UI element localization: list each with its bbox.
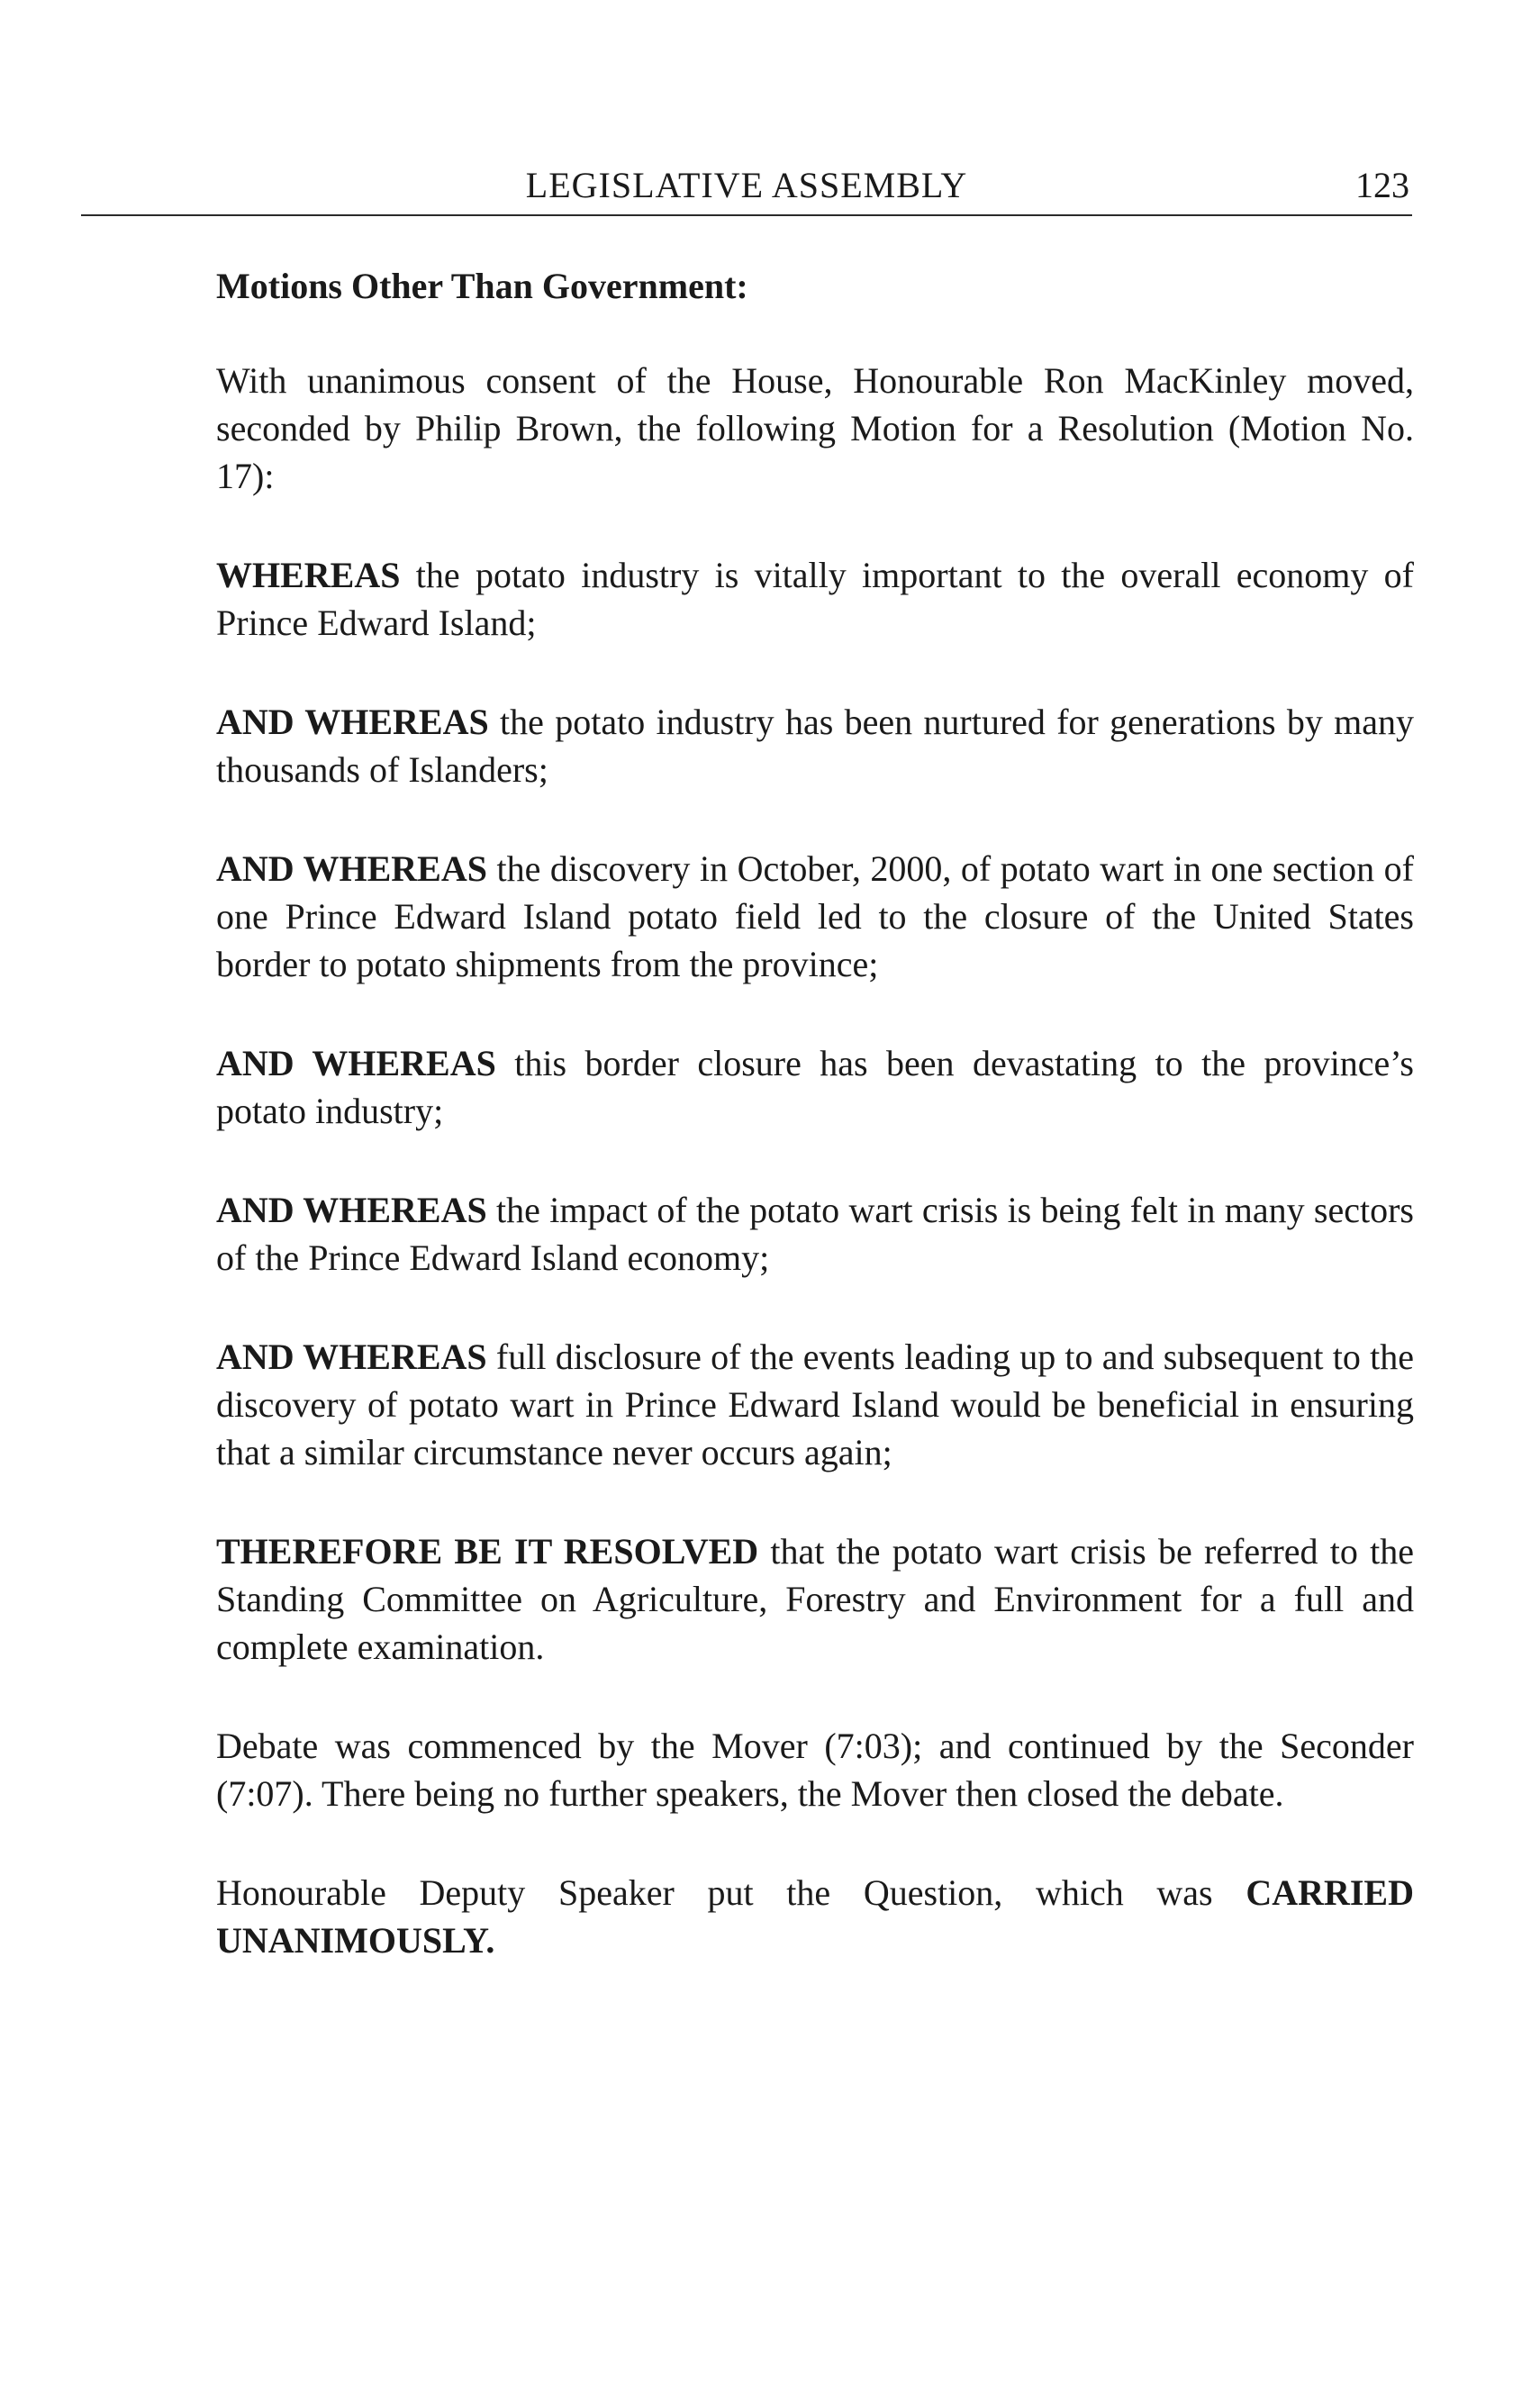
clause-lead: THEREFORE BE IT RESOLVED: [216, 1531, 759, 1572]
section-heading: Motions Other Than Government:: [216, 266, 748, 306]
clause-text: this border closure has been devastating to the province’s potato industry;: [216, 1043, 1414, 1131]
clause-lead: AND WHEREAS: [216, 702, 489, 742]
whereas-clause-4: [216, 1039, 1414, 1135]
whereas-clause-1: [216, 551, 1414, 647]
whereas-clause-2: [216, 698, 1414, 793]
whereas-clause-5: [216, 1186, 1414, 1282]
header-title: LEGISLATIVE ASSEMBLY: [525, 165, 968, 205]
clause-lead: AND WHEREAS: [216, 1336, 487, 1377]
clause-text: the potato industry is vitally important to the overall economy of Prince Edward Island;: [216, 555, 1414, 643]
clause-lead: AND WHEREAS: [216, 1043, 496, 1083]
clause-lead: WHEREAS: [216, 555, 401, 595]
intro-paragraph: With unanimous consent of the House, Honourable Ron MacKinley moved, seconded by Philip Brown, the following Motion for a Resolution (Motion No. 17):: [216, 360, 1414, 496]
clause-text: the potato industry has been nurtured for generations by many thousands of Islanders;: [216, 702, 1414, 790]
resolved-clause: [216, 1527, 1414, 1671]
whereas-clause-6: [216, 1333, 1414, 1476]
running-header: [81, 164, 1412, 216]
whereas-clause-3: [216, 845, 1414, 988]
clause-text: the discovery in October, 2000, of potato wart in one section of one Prince Edward Island potato field led to the closure of the United States border to potato shipments from the province;: [216, 848, 1414, 984]
clause-lead: AND WHEREAS: [216, 1190, 487, 1230]
document-body: [216, 263, 1414, 2016]
vote-result: CARRIED UNANIMOUSLY.: [216, 1872, 1414, 1961]
clause-text: full disclosure of the events leading up to and subsequent to the discovery of potato wart in Prince Edward Island would be beneficial in ensuring that a similar circumstance never occurs again;: [216, 1336, 1414, 1472]
clause-text: that the potato wart crisis be referred to the Standing Committee on Agriculture, Forestry and Environment for a full and complete examination.: [216, 1531, 1414, 1667]
clause-text: the impact of the potato wart crisis is being felt in many sectors of the Prince Edward Island economy;: [216, 1190, 1414, 1278]
question-text: Honourable Deputy Speaker put the Question, which was: [216, 1872, 1246, 1913]
page-number: 123: [1355, 165, 1409, 205]
clause-lead: AND WHEREAS: [216, 848, 487, 889]
debate-paragraph: Debate was commenced by the Mover (7:03); and continued by the Seconder (7:07). There being no further speakers, the Mover then closed the debate.: [216, 1726, 1414, 1814]
question-paragraph: [216, 1869, 1414, 1964]
